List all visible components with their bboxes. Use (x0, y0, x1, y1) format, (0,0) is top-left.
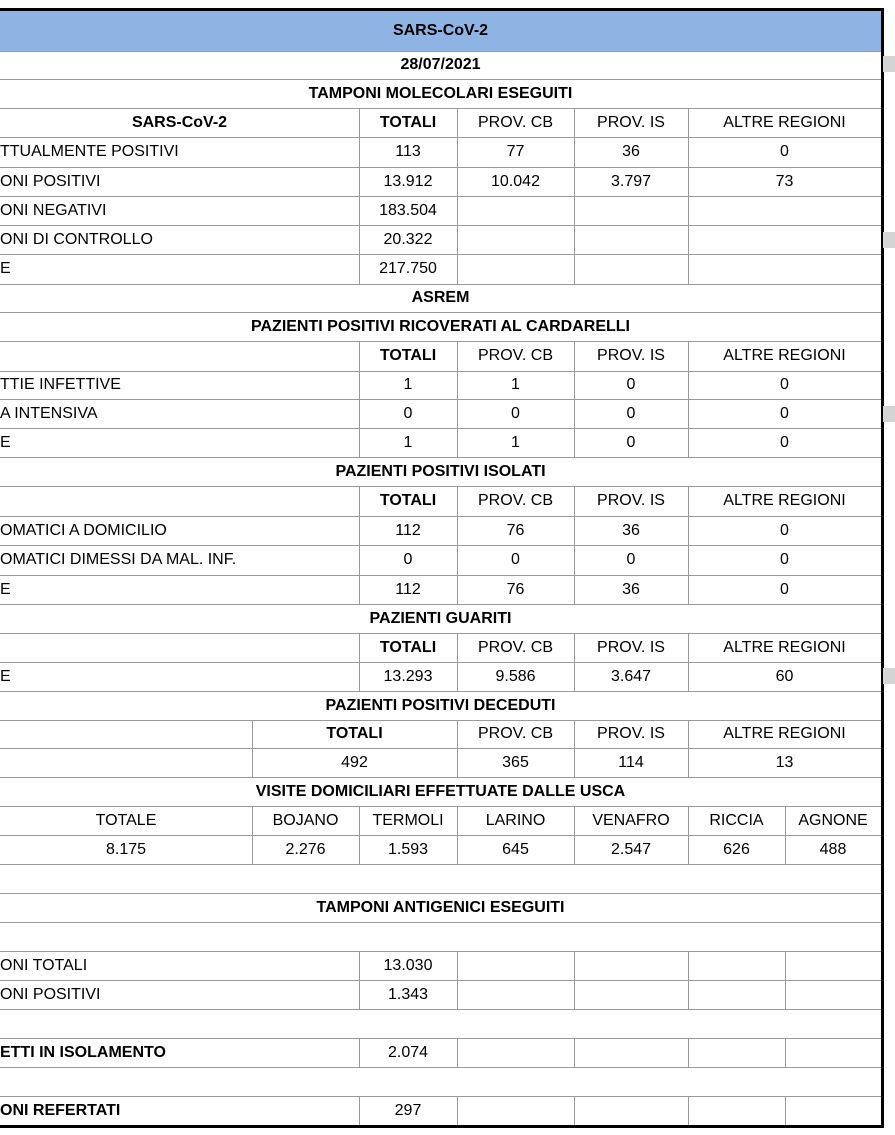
gridline (457, 575, 458, 604)
gridline (688, 341, 689, 371)
gridline (688, 428, 689, 457)
section-title-usca: VISITE DOMICILIARI EFFETTUATE DALLE USCA (255, 782, 626, 800)
gridline (0, 980, 881, 981)
row-label: A INTENSIVA (0, 404, 98, 422)
gridline (359, 545, 360, 575)
usca-column-header: BOJANO (272, 811, 339, 829)
value-altre-regioni (688, 225, 881, 254)
value-totali: 20.322 (383, 230, 433, 248)
gridline (574, 486, 575, 516)
gridline (0, 545, 881, 546)
gridline (0, 371, 881, 372)
value-prov-is (574, 196, 688, 225)
gridline (0, 486, 881, 487)
gridline (359, 399, 360, 428)
gridline (688, 980, 689, 1009)
usca-column-header: LARINO (485, 811, 546, 829)
usca-value: 2.276 (285, 840, 326, 858)
report-date: 28/07/2021 (400, 56, 481, 73)
gridline (359, 633, 360, 662)
gridline (457, 254, 458, 284)
column-header-altre-regioni: ALTRE REGIONI (723, 113, 846, 131)
gridline (574, 399, 575, 428)
gridline (574, 167, 575, 196)
gridline (359, 662, 360, 691)
value-altre-regioni (688, 196, 881, 225)
value-totali: 217.750 (379, 260, 437, 277)
gridline (457, 1038, 458, 1067)
value-altre-regioni: 0 (780, 521, 789, 539)
gridline (574, 545, 575, 575)
value-prov-cb: 1 (511, 376, 520, 393)
gridline (457, 1096, 458, 1125)
table-border (0, 8, 883, 11)
value-totali: 297 (394, 1101, 422, 1119)
value-prov-is: 3.797 (610, 172, 652, 190)
gridline (0, 806, 881, 807)
column-header-totali: TOTALI (326, 725, 383, 742)
gridline (688, 225, 689, 254)
gridline (574, 196, 575, 225)
section-title-asrem: ASREM (411, 289, 470, 306)
gridline (359, 167, 360, 196)
usca-column-header: RICCIA (709, 811, 764, 829)
sheet-title: SARS-CoV-2 (0, 10, 881, 51)
row-label: E (0, 433, 11, 451)
row-label: TTUALMENTE POSITIVI (0, 143, 179, 160)
value-prov-cb: 76 (506, 521, 525, 539)
gridline (359, 516, 360, 545)
gridline (0, 835, 881, 836)
gridline (574, 575, 575, 604)
gridline (359, 371, 360, 399)
gridline (359, 254, 360, 284)
gridline (688, 951, 689, 980)
gridline (574, 720, 575, 748)
gridline (688, 720, 689, 748)
gridline (252, 835, 253, 864)
gridline (252, 748, 253, 777)
gridline (688, 662, 689, 691)
gridline (574, 225, 575, 254)
gridline (0, 225, 881, 226)
gridline (688, 399, 689, 428)
row-label: ONI POSITIVI (0, 172, 101, 190)
gridline (0, 864, 881, 865)
column-header-prov-is: PROV. IS (597, 347, 665, 364)
gridline (688, 545, 689, 575)
gridline (359, 835, 360, 864)
row-label: OMATICI A DOMICILIO (0, 521, 167, 539)
value-prov-cb: 10.042 (491, 172, 540, 190)
value-prov-is: 36 (622, 143, 640, 160)
column-header-altre-regioni: ALTRE REGIONI (723, 638, 846, 656)
gridline (359, 108, 360, 137)
gridline (0, 399, 881, 400)
usca-column-header: VENAFRO (592, 811, 670, 829)
column-header-prov-is: PROV. IS (597, 638, 665, 656)
gridline (0, 137, 881, 138)
gridline (457, 748, 458, 777)
column-header-totali: TOTALI (379, 347, 437, 364)
value-totali: 1.343 (387, 985, 429, 1003)
column-header-label: SARS-CoV-2 (131, 113, 228, 131)
column-header-prov-is: PROV. IS (597, 725, 665, 742)
value-prov-is: 0 (626, 433, 636, 451)
gridline (785, 806, 786, 835)
value-altre-regioni: 0 (780, 433, 789, 451)
sheet-edge-marker (883, 668, 895, 684)
gridline (457, 486, 458, 516)
value-prov-cb: 76 (506, 580, 525, 598)
section-title-guariti: PAZIENTI GUARITI (369, 609, 512, 627)
row-label: ONI DI CONTROLLO (0, 230, 153, 248)
value-prov-cb: 1 (511, 433, 520, 451)
gridline (0, 516, 881, 517)
gridline (457, 137, 458, 167)
gridline (0, 79, 881, 80)
gridline (574, 516, 575, 545)
gridline (457, 225, 458, 254)
gridline (688, 1038, 689, 1067)
gridline (359, 951, 360, 980)
gridline (0, 893, 881, 894)
gridline (0, 284, 881, 285)
table-border (0, 1125, 884, 1128)
gridline (688, 196, 689, 225)
value-prov-is: 0 (626, 376, 636, 393)
row-label: E (0, 580, 11, 598)
gridline (252, 806, 253, 835)
column-header-totali: TOTALI (379, 113, 437, 131)
gridline (0, 196, 881, 197)
value-prov-is: 36 (622, 521, 640, 539)
gridline (574, 835, 575, 864)
row-label: ONI REFERTATI (0, 1101, 121, 1119)
gridline (574, 108, 575, 137)
section-title-ricoverati: PAZIENTI POSITIVI RICOVERATI AL CARDARELLI (251, 317, 630, 335)
value-altre-regioni: 73 (775, 172, 794, 190)
column-header-totali: TOTALI (379, 492, 437, 509)
value-totali: 183.504 (379, 201, 437, 219)
sheet-edge-marker (883, 232, 895, 248)
gridline (785, 1096, 786, 1125)
section-title-antigenici: TAMPONI ANTIGENICI ESEGUITI (316, 898, 565, 916)
gridline (0, 254, 881, 255)
gridline (688, 254, 689, 284)
gridline (0, 575, 881, 576)
value-prov-is (574, 225, 688, 254)
usca-value: 1.593 (387, 840, 429, 858)
sheet-edge-marker (883, 56, 895, 72)
gridline (688, 806, 689, 835)
gridline (457, 428, 458, 457)
usca-value: 2.547 (610, 840, 652, 858)
gridline (0, 720, 881, 721)
value-totali: 0 (403, 551, 413, 568)
value-altre-regioni (688, 254, 881, 284)
usca-value: 626 (723, 840, 750, 858)
gridline (457, 806, 458, 835)
gridline (0, 604, 881, 605)
gridline (457, 196, 458, 225)
column-header-totali: TOTALI (379, 638, 437, 656)
gridline (574, 951, 575, 980)
value-altre-regioni: 0 (780, 376, 789, 393)
gridline (574, 254, 575, 284)
value-altre-regioni: 0 (780, 143, 789, 160)
value-prov-cb (457, 225, 574, 254)
gridline (785, 951, 786, 980)
column-header-prov-cb: PROV. CB (478, 492, 553, 509)
gridline (688, 835, 689, 864)
gridline (0, 457, 881, 458)
gridline (0, 167, 881, 168)
usca-value: 488 (819, 840, 847, 858)
value-altre-regioni: 0 (780, 580, 789, 598)
gridline (457, 341, 458, 371)
gridline (574, 980, 575, 1009)
gridline (574, 371, 575, 399)
usca-value: 8.175 (105, 840, 147, 858)
value-prov-is (574, 254, 688, 284)
gridline (0, 108, 881, 109)
gridline (785, 980, 786, 1009)
gridline (359, 1096, 360, 1125)
gridline (0, 691, 881, 692)
column-header-prov-cb: PROV. CB (478, 347, 553, 364)
section-title-isolati: PAZIENTI POSITIVI ISOLATI (335, 462, 546, 480)
column-header-prov-cb: PROV. CB (478, 638, 553, 656)
gridline (574, 428, 575, 457)
row-label: E (0, 667, 11, 685)
gridline (359, 341, 360, 371)
gridline (457, 399, 458, 428)
gridline (688, 633, 689, 662)
gridline (785, 1038, 786, 1067)
gridline (359, 225, 360, 254)
column-header-prov-is: PROV. IS (597, 492, 665, 509)
top-strip (0, 0, 895, 8)
gridline (0, 922, 881, 923)
value-prov-cb (457, 196, 574, 225)
table-border (881, 8, 884, 1127)
value-totali: 2.074 (387, 1043, 429, 1061)
gridline (457, 980, 458, 1009)
value-totali: 112 (395, 521, 421, 539)
row-label: OMATICI DIMESSI DA MAL. INF. (0, 551, 237, 568)
value-totali: 0 (403, 404, 413, 422)
gridline (0, 312, 881, 313)
gridline (359, 137, 360, 167)
gridline (688, 575, 689, 604)
gridline (252, 720, 253, 748)
gridline (457, 371, 458, 399)
gridline (0, 633, 881, 634)
gridline (574, 662, 575, 691)
value-totali: 13.912 (383, 172, 433, 190)
gridline (359, 486, 360, 516)
gridline (0, 748, 881, 749)
row-label: ONI NEGATIVI (0, 201, 107, 219)
column-header-altre-regioni: ALTRE REGIONI (723, 347, 846, 364)
value-prov-is: 3.647 (610, 667, 652, 685)
value-prov-cb: 9.586 (495, 667, 536, 685)
gridline (574, 748, 575, 777)
gridline (0, 1009, 881, 1010)
row-label: ETTI IN ISOLAMENTO (0, 1043, 166, 1061)
gridline (359, 575, 360, 604)
gridline (0, 51, 881, 52)
gridline (0, 662, 881, 663)
gridline (359, 806, 360, 835)
section-title-deceduti: PAZIENTI POSITIVI DECEDUTI (325, 696, 556, 714)
value-totali: 112 (395, 580, 421, 598)
gridline (688, 1096, 689, 1125)
gridline (457, 835, 458, 864)
value-totali: 113 (395, 143, 421, 160)
gridline (688, 486, 689, 516)
column-header-altre-regioni: ALTRE REGIONI (723, 725, 846, 742)
gridline (457, 545, 458, 575)
gridline (574, 1096, 575, 1125)
gridline (688, 108, 689, 137)
gridline (688, 516, 689, 545)
gridline (574, 341, 575, 371)
usca-column-header: AGNONE (798, 811, 868, 829)
section-title-molecolari: TAMPONI MOLECOLARI ESEGUITI (308, 84, 573, 102)
value-prov-is: 36 (622, 580, 640, 598)
gridline (574, 1038, 575, 1067)
usca-column-header: TOTALE (95, 811, 157, 829)
value-prov-is: 0 (626, 404, 636, 422)
gridline (457, 516, 458, 545)
gridline (457, 633, 458, 662)
gridline (785, 835, 786, 864)
value-prov-cb: 77 (506, 143, 525, 160)
usca-value: 645 (502, 840, 529, 858)
value-altre-regioni: 0 (780, 404, 789, 422)
gridline (359, 980, 360, 1009)
usca-column-header: TERMOLI (372, 811, 444, 829)
gridline (457, 951, 458, 980)
row-label: TTIE INFETTIVE (0, 376, 121, 393)
gridline (457, 167, 458, 196)
gridline (0, 951, 881, 952)
gridline (457, 720, 458, 748)
gridline (359, 1038, 360, 1067)
value-totali: 13.030 (383, 956, 433, 974)
value-altre-regioni: 0 (780, 551, 789, 568)
value-prov-cb: 0 (511, 551, 520, 568)
value-altre-regioni: 60 (775, 667, 794, 685)
gridline (688, 371, 689, 399)
value-totali: 13.293 (383, 667, 433, 685)
gridline (0, 428, 881, 429)
gridline (688, 748, 689, 777)
value-totali: 492 (341, 753, 368, 771)
gridline (574, 633, 575, 662)
gridline (688, 167, 689, 196)
value-prov-cb: 0 (511, 404, 520, 422)
gridline (574, 806, 575, 835)
value-prov-is: 0 (626, 551, 636, 568)
column-header-prov-cb: PROV. CB (478, 725, 553, 742)
column-header-prov-cb: PROV. CB (478, 113, 553, 131)
gridline (688, 137, 689, 167)
value-prov-cb (457, 254, 574, 284)
gridline (457, 662, 458, 691)
gridline (0, 341, 881, 342)
column-header-altre-regioni: ALTRE REGIONI (723, 492, 846, 509)
gridline (457, 108, 458, 137)
gridline (0, 1067, 881, 1068)
gridline (0, 1038, 881, 1039)
gridline (359, 428, 360, 457)
row-label: ONI POSITIVI (0, 985, 101, 1003)
sheet-edge-marker (883, 406, 895, 422)
row-label: ONI TOTALI (0, 956, 88, 974)
value-prov-is: 114 (618, 753, 644, 771)
value-totali: 1 (403, 376, 413, 393)
gridline (0, 777, 881, 778)
column-header-prov-is: PROV. IS (597, 113, 665, 131)
row-label: E (0, 260, 11, 277)
value-prov-cb: 365 (502, 753, 529, 771)
gridline (574, 137, 575, 167)
value-totali: 1 (403, 433, 413, 451)
gridline (0, 1096, 881, 1097)
value-altre-regioni: 13 (775, 753, 794, 771)
gridline (359, 196, 360, 225)
